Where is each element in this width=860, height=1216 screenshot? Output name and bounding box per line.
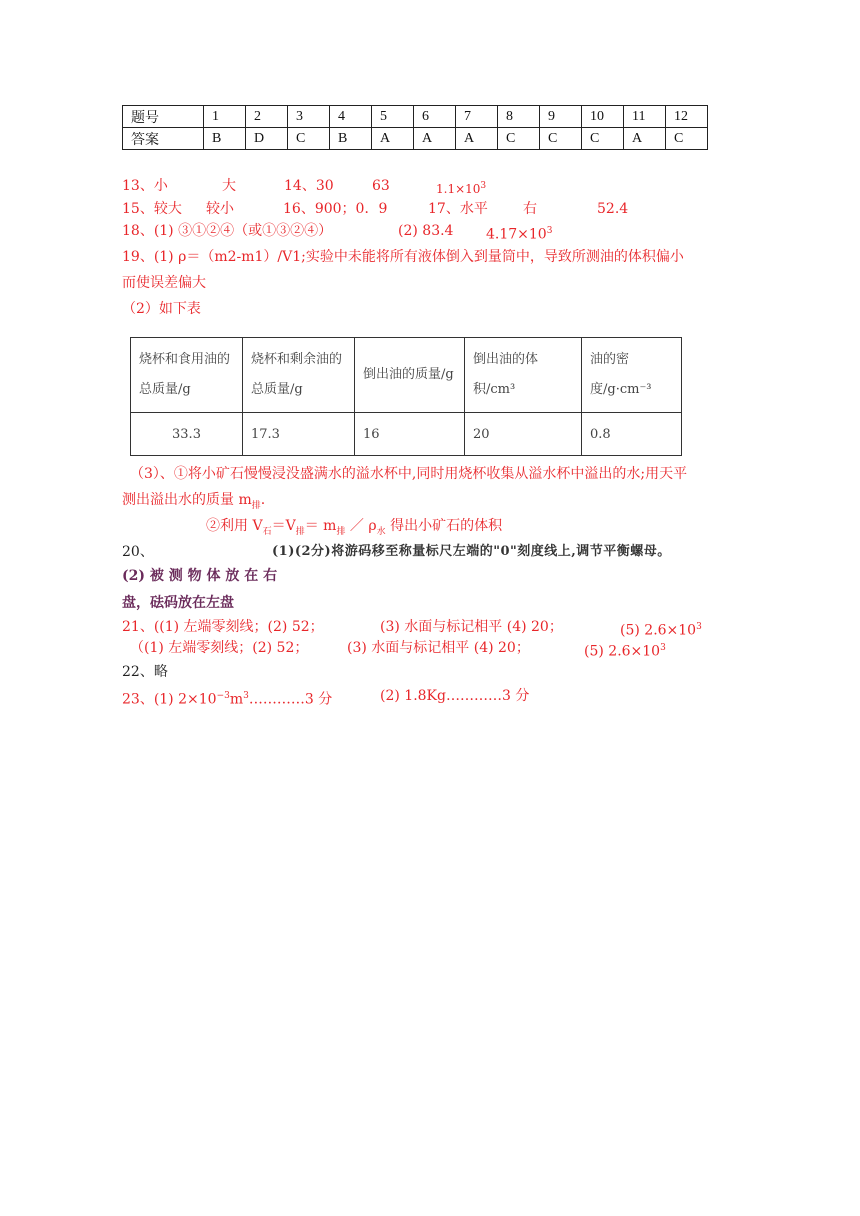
q16-answer: 16、900；0．9 bbox=[283, 201, 388, 217]
q19-line2: 而使误差偏大 bbox=[122, 275, 206, 291]
table-row bbox=[131, 413, 682, 456]
oil-table-value: 0.8 bbox=[582, 413, 682, 456]
row-label-answer: 答案 bbox=[123, 128, 204, 150]
q21-row2-c-exponent: 3 bbox=[660, 643, 666, 653]
q23-answer-b: (2) 1.8Kg…………3 分 bbox=[380, 688, 530, 704]
q17-answer-a: 17、水平 bbox=[428, 201, 488, 217]
q14-answer-c-exponent: 3 bbox=[480, 181, 487, 191]
q19-3-line3-a: ②利用 V bbox=[206, 518, 263, 534]
question-number: 4 bbox=[330, 106, 372, 128]
q19-line3: （2）如下表 bbox=[122, 301, 201, 317]
q21-row1-c-exponent: 3 bbox=[696, 622, 702, 632]
q21-row2-b: (3) 水面与标记相平 (4) 20； bbox=[347, 640, 530, 656]
q21-row1-b: (3) 水面与标记相平 (4) 20； bbox=[380, 619, 563, 635]
q20-label: 20、 bbox=[122, 544, 154, 560]
oil-table-value: 20 bbox=[465, 413, 582, 456]
q20-line3: 盘，砝码放在左盘 bbox=[122, 595, 234, 611]
q19-3-line2 bbox=[122, 490, 265, 516]
answer-cell: C bbox=[582, 128, 624, 150]
question-number: 2 bbox=[246, 106, 288, 128]
q14-answer-a: 14、30 bbox=[284, 178, 334, 194]
answer-table bbox=[122, 105, 708, 150]
q19-3-sub-stone: 石 bbox=[262, 526, 272, 537]
q19-3-line3-d: ／ ρ bbox=[345, 518, 377, 534]
table-row bbox=[123, 128, 708, 150]
q18-answer-a: 18、(1) ③①②④（或①③②④） bbox=[122, 223, 333, 239]
q18-answer-c-exponent: 3 bbox=[546, 226, 553, 236]
answer-cell: C bbox=[498, 128, 540, 150]
q19-3-line2-end: . bbox=[260, 492, 266, 508]
oil-table-header: 烧杯和食用油的总质量/g bbox=[131, 338, 243, 413]
q19-3-sub-displaced-2: 排 bbox=[336, 526, 346, 537]
q22-answer: 22、略 bbox=[122, 664, 168, 680]
q19-3-line3 bbox=[206, 516, 502, 542]
question-number: 1 bbox=[204, 106, 246, 128]
question-number: 6 bbox=[414, 106, 456, 128]
q19-3-line3-e: 得出小矿石的体积 bbox=[385, 518, 503, 534]
oil-table-header: 倒出油的体积/cm³ bbox=[465, 338, 582, 413]
q21-row2-c bbox=[584, 638, 666, 662]
q23-a-base: 23、(1) 2×10 bbox=[122, 691, 217, 708]
answer-cell: D bbox=[246, 128, 288, 150]
question-number: 7 bbox=[456, 106, 498, 128]
q23-a-exponent: −3 bbox=[216, 691, 230, 701]
q23-answer-a bbox=[122, 686, 332, 710]
q15-answer-b: 较小 bbox=[206, 201, 234, 217]
q15-answer-a: 15、较大 bbox=[122, 201, 182, 217]
table-row bbox=[123, 106, 708, 128]
question-number: 9 bbox=[540, 106, 582, 128]
q13-answer: 13、小 bbox=[122, 178, 168, 194]
q18-answer-b: (2) 83.4 bbox=[398, 223, 454, 239]
q18-answer-c bbox=[486, 221, 552, 245]
q18-answer-c-base: 4.17×10 bbox=[486, 226, 547, 243]
q20-scanned-answer: (1)(2分)将游码移至称量标尺左端的"0"刻度线上,调节平衡螺母。 bbox=[272, 544, 671, 559]
answer-cell: A bbox=[456, 128, 498, 150]
q20-line2: (2) 被 测 物 体 放 在 右 bbox=[122, 568, 278, 584]
q21-row2-a: （(1) 左端零刻线；(2) 52； bbox=[130, 640, 309, 656]
q19-3-sub-water: 水 bbox=[376, 526, 386, 537]
q17-answer-b: 右 bbox=[523, 201, 537, 217]
question-number: 11 bbox=[624, 106, 666, 128]
oil-table-value: 17.3 bbox=[243, 413, 355, 456]
q13-answer-b: 大 bbox=[222, 178, 236, 194]
q19-3-line3-b: ＝V bbox=[271, 518, 296, 534]
answer-cell: A bbox=[414, 128, 456, 150]
answer-cell: B bbox=[330, 128, 372, 150]
q19-3-line1: （3）、①将小矿石慢慢浸没盛满水的溢水杯中,同时用烧杯收集从溢水杯中溢出的水;用天平 bbox=[130, 466, 688, 482]
answer-cell: C bbox=[288, 128, 330, 150]
oil-density-table bbox=[130, 337, 682, 456]
oil-table-header: 倒出油的质量/g bbox=[355, 338, 465, 413]
q19-line1: 19、(1) ρ＝（m2-m1）/V1;实验中未能将所有液体倒入到量筒中，导致所测油的体积偏小 bbox=[122, 249, 684, 265]
q21-row1-a: 21、((1) 左端零刻线；(2) 52； bbox=[122, 619, 324, 635]
oil-table-value: 33.3 bbox=[131, 413, 243, 456]
q23-a-unit-exponent: 3 bbox=[243, 691, 249, 701]
q21-row2-c-base: (5) 2.6×10 bbox=[584, 643, 661, 660]
q23-a-score: …………3 分 bbox=[248, 691, 333, 708]
question-number: 3 bbox=[288, 106, 330, 128]
answer-cell: A bbox=[624, 128, 666, 150]
row-label-question: 题号 bbox=[123, 106, 204, 128]
table-row bbox=[131, 338, 682, 413]
q14-answer-c-base: 1.1×10 bbox=[436, 182, 481, 196]
q14-answer-b: 63 bbox=[372, 178, 390, 194]
answer-cell: C bbox=[666, 128, 708, 150]
q17-answer-c: 52.4 bbox=[597, 201, 629, 217]
q14-answer-c bbox=[436, 176, 486, 199]
q19-3-line2-text: 测出溢出水的质量 m bbox=[122, 492, 252, 508]
q23-a-unit: m bbox=[229, 691, 244, 708]
q19-3-sub-displaced: 排 bbox=[295, 526, 305, 537]
answer-cell: B bbox=[204, 128, 246, 150]
oil-table-header: 油的密度/g·cm⁻³ bbox=[582, 338, 682, 413]
answer-cell: A bbox=[372, 128, 414, 150]
question-number: 12 bbox=[666, 106, 708, 128]
oil-table-value: 16 bbox=[355, 413, 465, 456]
oil-table-header: 烧杯和剩余油的总质量/g bbox=[243, 338, 355, 413]
q19-3-line2-subscript: 排 bbox=[251, 500, 261, 511]
question-number: 8 bbox=[498, 106, 540, 128]
q21-row1-c-base: (5) 2.6×10 bbox=[620, 622, 697, 639]
answer-cell: C bbox=[540, 128, 582, 150]
question-number: 5 bbox=[372, 106, 414, 128]
question-number: 10 bbox=[582, 106, 624, 128]
q19-3-line3-c: ＝ m bbox=[304, 518, 337, 534]
